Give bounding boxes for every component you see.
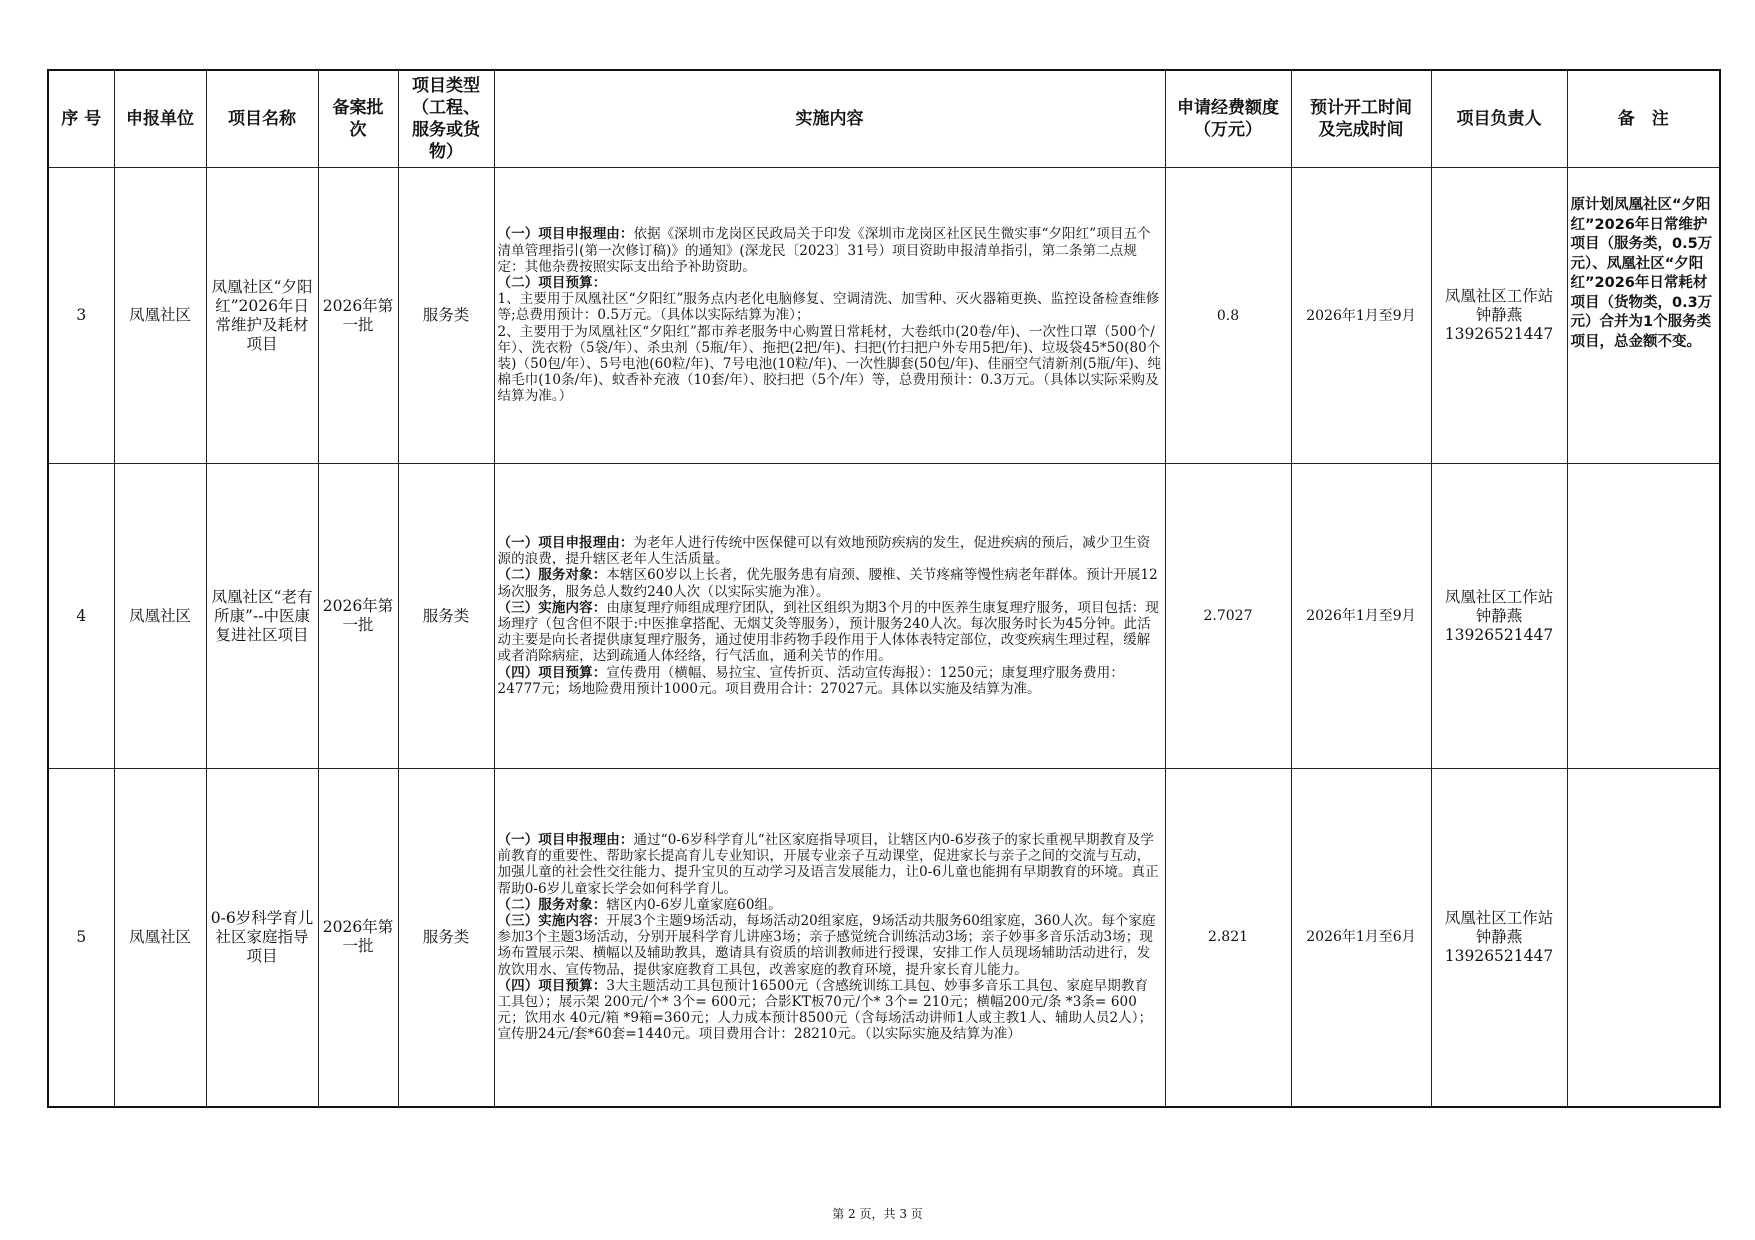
cell-batch-text: 2026年第一批 (322, 597, 394, 634)
cell-amount (1165, 769, 1291, 1107)
cell-seq (48, 168, 114, 464)
content-paragraph (498, 567, 1162, 599)
paragraph-text: 依据《深圳市龙岗区民政局关于印发《深圳市龙岗区社区民生微实事“夕阳红”项目五个清单管理指引(第一次修订稿)》的通知》(深龙民〔2023〕31号）项目资助申报清单指引，第二条第二点规定：其他杂费按照实际支出给予补助资助。 (497, 226, 1151, 275)
cell-type-text: 服务类 (422, 606, 470, 625)
header-time (1291, 70, 1431, 168)
paragraph-text: 为老年人进行传统中医保健可以有效地预防疾病的发生，促进疾病的预后，减少卫生资源的浪费，提升辖区老年人生活质量。 (497, 534, 1151, 568)
cell-time-text: 2026年1月至9月 (1306, 608, 1416, 624)
leader-phone: 13926521447 (1444, 946, 1554, 965)
header-batch (318, 70, 398, 168)
paragraph-title: （一）项目申报理由： (497, 831, 634, 848)
cell-project-name-text: 凤凰社区“老有所康”--中医康复进社区项目 (211, 587, 313, 644)
header-content: 实施内容 (494, 70, 1165, 168)
cell-leader (1431, 464, 1567, 769)
header-leader: 项目负责人 (1431, 70, 1567, 168)
cell-leader (1431, 769, 1567, 1107)
paragraph-text: 宣传费用（横幅、易拉宝、宣传折页、活动宣传海报）：1250元；康复理疗服务费用：24777元；场地险费用预计1000元。项目费用合计：27027元。具体以实施及结算为准。 (497, 664, 1124, 697)
header-type-label: 项目类型（工程、服务或货物） (412, 76, 480, 162)
header-batch-label: 备案批次 (332, 98, 384, 140)
leader-name: 钟静燕 (1475, 927, 1523, 946)
cell-type (398, 464, 494, 769)
cell-seq (48, 464, 114, 769)
cell-remark (1567, 168, 1720, 464)
table-row (48, 168, 1720, 464)
content-paragraph (498, 535, 1162, 567)
paragraph-title: （二）服务对象： (497, 896, 607, 913)
leader-phone: 13926521447 (1444, 325, 1554, 343)
paragraph-text: 本辖区60岁以上长者，优先服务患有肩颈、腰椎、关节疼痛等慢性病老年群体。预计开展12场次服务，服务总人数约240人次（以实际实施为准）。 (497, 567, 1158, 600)
cell-remark (1567, 769, 1720, 1107)
cell-seq-text: 3 (76, 306, 87, 324)
header-remark: 备 注 (1567, 70, 1720, 168)
paragraph-title: （一）项目申报理由： (497, 534, 634, 551)
project-table (47, 69, 1721, 1108)
cell-seq-text: 4 (76, 606, 87, 625)
content-paragraph (498, 832, 1162, 897)
content-paragraph (498, 897, 1162, 913)
header-time-label: 预计开工时间及完成时间 (1310, 98, 1412, 140)
cell-type-text: 服务类 (422, 927, 470, 946)
paragraph-text: 3大主题活动工具包预计16500元（含感统训练工具包、妙事多音乐工具包、家庭早期教育工具包）；展示架 200元/个* 3个= 600元；合影KT板70元/个* 3个= 210元；横幅200元/条 *3条= 600元；饮用水 40元/箱 *9箱=360元；人力成本预计8500元（含每场活动讲师1人或主教1人、辅助人员2人）；宣传册24元/套*60套=1440元。项目费用合计：28210元。（以实际实施及结算为准） (497, 977, 1153, 1043)
paragraph-text: 辖区内0-6岁儿童家庭60组。 (606, 896, 782, 913)
header-amount-label: 申请经费额度（万元） (1177, 98, 1279, 140)
leader-phone: 13926521447 (1444, 625, 1554, 644)
cell-amount-text: 2.821 (1207, 929, 1249, 946)
cell-batch (318, 464, 398, 769)
content-paragraph (498, 600, 1162, 665)
cell-project-name (206, 168, 318, 464)
header-seq: 序 号 (48, 70, 114, 168)
cell-project-name-text: 凤凰社区“夕阳红”2026年日常维护及耗材项目 (211, 277, 313, 353)
cell-batch (318, 168, 398, 464)
paragraph-title: （二）服务对象： (497, 567, 607, 584)
leader-org: 凤凰社区工作站 (1444, 287, 1554, 305)
table-row (48, 769, 1720, 1107)
cell-leader (1431, 168, 1567, 464)
cell-unit-text: 凤凰社区 (128, 306, 191, 324)
cell-unit (114, 464, 206, 769)
content-paragraph (498, 275, 1162, 291)
paragraph-text: 1、主要用于凤凰社区“夕阳红”服务点内老化电脑修复、空调清洗、加雪种、灭火器箱更换、监控设备检查维修等;总费用预计：0.5万元。（具体以实际结算为准）； (497, 291, 1160, 324)
cell-project-name (206, 464, 318, 769)
cell-seq-text: 5 (76, 927, 87, 946)
content-block (498, 832, 1162, 1043)
cell-time-text: 2026年1月至9月 (1306, 307, 1416, 324)
cell-type (398, 769, 494, 1107)
paragraph-title: （三）实施内容： (497, 599, 607, 616)
cell-amount-text: 2.7027 (1203, 608, 1253, 624)
cell-type-text: 服务类 (422, 306, 470, 324)
content-paragraph (498, 978, 1162, 1043)
cell-time-text: 2026年1月至6月 (1306, 929, 1416, 946)
cell-amount (1165, 464, 1291, 769)
leader-org: 凤凰社区工作站 (1444, 587, 1554, 606)
cell-time (1291, 769, 1431, 1107)
content-paragraph (498, 226, 1162, 275)
paragraph-title: （四）项目预算： (497, 977, 607, 994)
paragraph-title: （三）实施内容： (497, 912, 607, 929)
content-paragraph (498, 665, 1162, 697)
cell-unit (114, 168, 206, 464)
cell-time (1291, 168, 1431, 464)
cell-content (494, 168, 1165, 464)
paragraph-text: 开展3个主题9场活动，每场活动20组家庭，9场活动共服务60组家庭，360人次。每个家庭参加3个主题3场活动，分别开展科学育儿讲座3场；亲子感觉统合训练活动3场；亲子妙事多音乐活动3场；现场布置展示架、横幅以及辅助教具，邀请具有资质的培训教师进行授课，安排工作人员现场辅助活动进行，发放饮用水、宣传物品，提供家庭教育工具包，改善家庭的教育环境，提升家长育儿能力。 (497, 912, 1156, 978)
page-footer: 第 2 页，共 3 页 (832, 1207, 923, 1221)
paragraph-text: 由康复理疗师组成理疗团队，到社区组织为期3个月的中医养生康复理疗服务，项目包括：现场理疗（包含但不限于:中医推拿搭配、无烟艾灸等服务），预计服务240人次。每次服务时长为45分钟。此活动主要是向长者提供康复理疗服务，通过使用非药物手段作用于人体体表特定部位，改变疾病生理过程，缓解或者消除病症，达到疏通人体经络，行气活血，通利关节的作用。 (497, 599, 1159, 665)
cell-amount-text: 0.8 (1216, 307, 1240, 324)
cell-batch (318, 769, 398, 1107)
paragraph-title: （一）项目申报理由： (497, 226, 634, 243)
cell-unit (114, 769, 206, 1107)
header-unit: 申报单位 (114, 70, 206, 168)
leader-name: 钟静燕 (1475, 606, 1523, 625)
cell-project-name (206, 769, 318, 1107)
cell-unit-text: 凤凰社区 (128, 927, 191, 946)
cell-project-name-text: 0-6岁科学育儿社区家庭指导项目 (210, 908, 314, 965)
header-amount (1165, 70, 1291, 168)
cell-seq (48, 769, 114, 1107)
content-paragraph (498, 324, 1162, 405)
cell-content (494, 769, 1165, 1107)
table-row (48, 464, 1720, 769)
remark-text: 原计划凤凰社区“夕阳红”2026年日常维护项目（服务类，0.5万元）、凤凰社区“夕阳红”2026年日常耗材项目（货物类，0.3万元）合并为1个服务类项目，总金额不变。 (1570, 197, 1713, 350)
cell-remark (1567, 464, 1720, 769)
content-block (498, 535, 1162, 697)
cell-amount (1165, 168, 1291, 464)
paragraph-title: （二）项目预算： (497, 274, 607, 291)
cell-unit-text: 凤凰社区 (128, 606, 191, 625)
header-name: 项目名称 (206, 70, 318, 168)
header-type (398, 70, 494, 168)
cell-time (1291, 464, 1431, 769)
cell-batch-text: 2026年第一批 (322, 918, 394, 956)
cell-content (494, 464, 1165, 769)
paragraph-text: 通过“0-6岁科学育儿“社区家庭指导项目，让辖区内0-6岁孩子的家长重视早期教育及学前教育的重要性、帮助家长提高育儿专业知识，开展专业亲子互动课堂，促进家长与亲子之间的交流与互动，加强儿童的社会性交往能力、提升宝贝的互动学习及语言发展能力，让0-6儿童也能拥有早期教育的环境。真正帮助0-6岁儿童家长学会如何科学育儿。 (497, 831, 1159, 897)
paragraph-text: 2、主要用于为凤凰社区“夕阳红”都市养老服务中心购置日常耗材，大卷纸巾(20卷/年)、一次性口罩（500个/年）、洗衣粉（5袋/年）、杀虫剂（5瓶/年）、拖把(2把/年)、扫把(竹扫把户外专用5把/年)、垃圾袋45*50(80个装)（50包/年）、5号电池(60粒/年)、7号电池(10粒/年)、一次性脚套(50包/年)、佳丽空气清新剂(5瓶/年)、纯棉毛巾(10条/年)、蚊香补充液（10套/年）、胶扫把（5个/年）等，总费用预计：0.3万元。（具体以实际采购及结算为准。） (497, 323, 1162, 405)
header-row (48, 70, 1720, 168)
content-block (498, 226, 1162, 404)
leader-name: 钟静燕 (1475, 306, 1523, 324)
cell-type (398, 168, 494, 464)
leader-org: 凤凰社区工作站 (1444, 908, 1554, 927)
content-paragraph (498, 291, 1162, 323)
paragraph-title: （四）项目预算： (497, 664, 607, 681)
content-paragraph (498, 913, 1162, 978)
cell-batch-text: 2026年第一批 (322, 296, 394, 334)
